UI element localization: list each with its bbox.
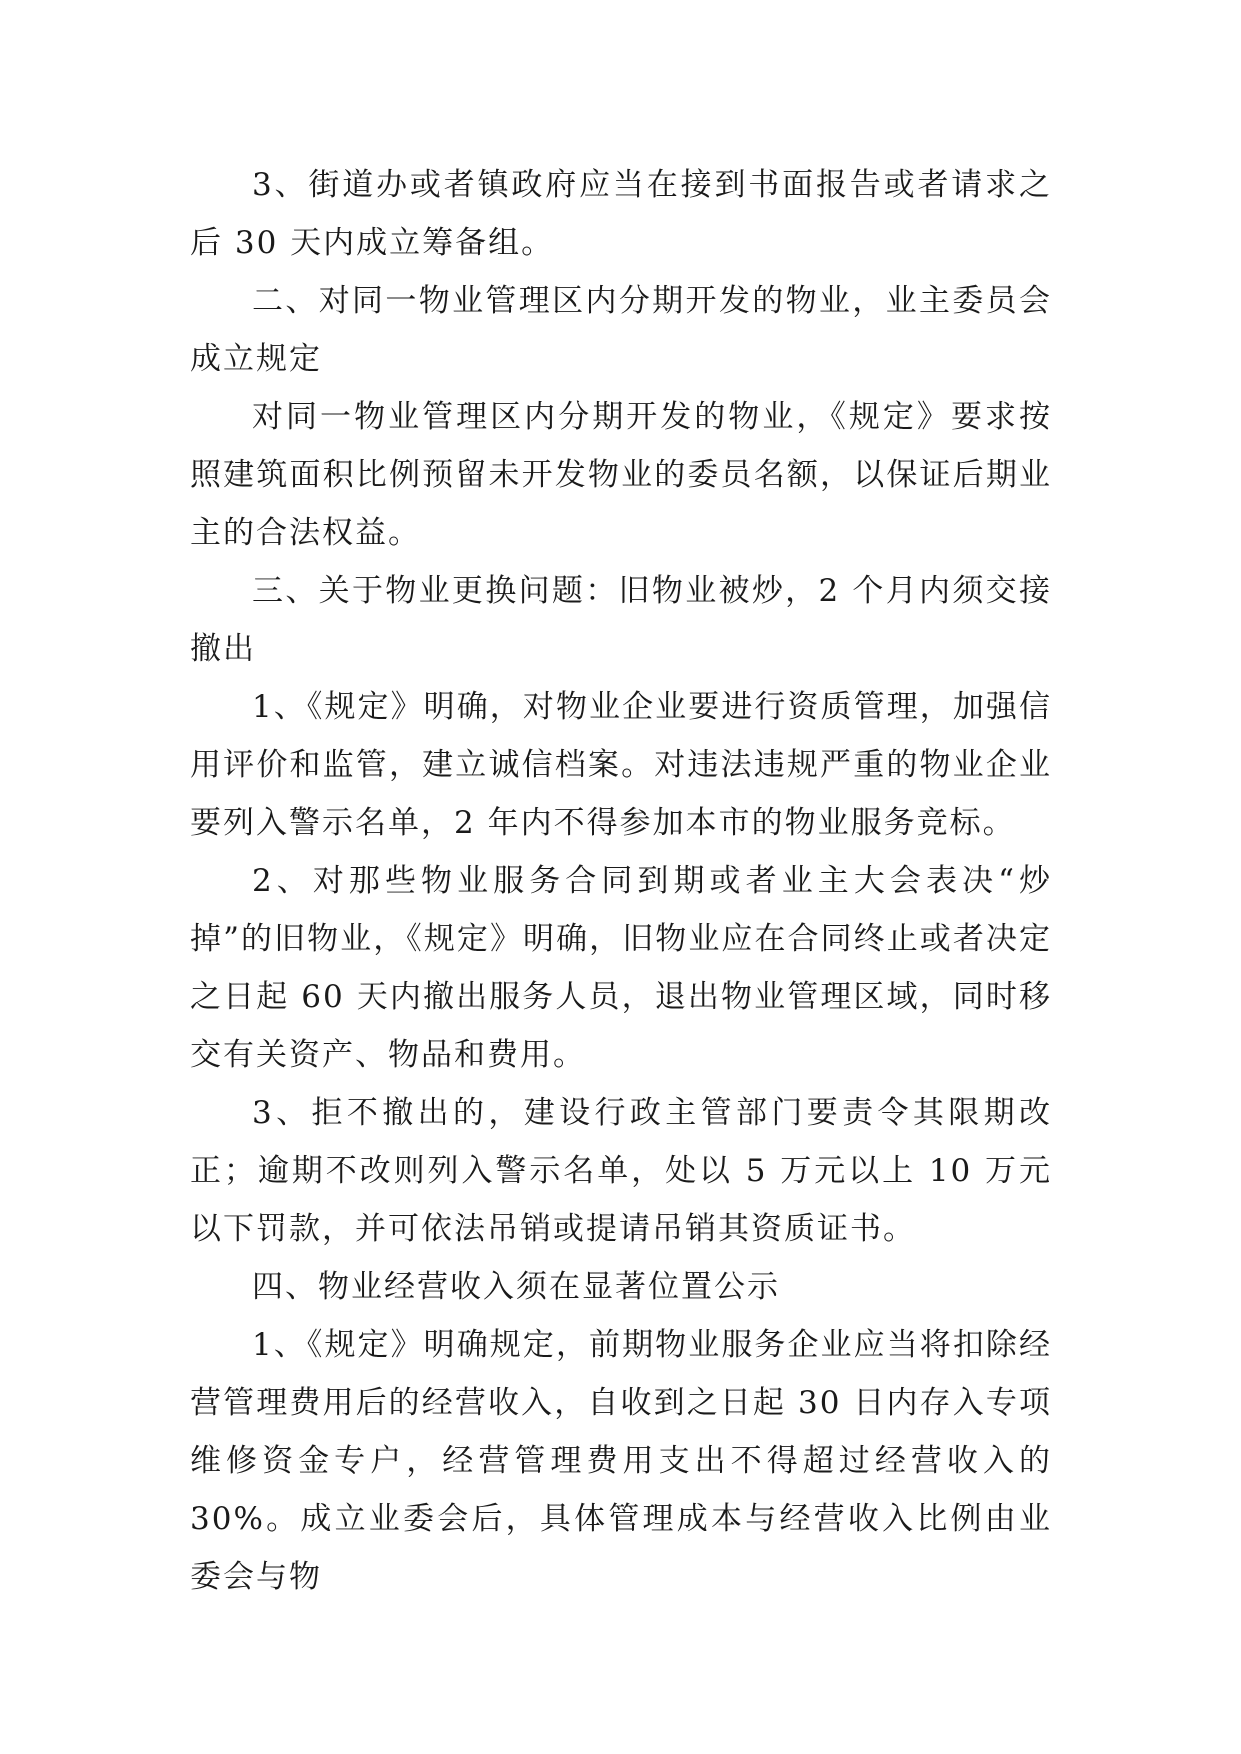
paragraph-street-office-deadline: 3、街道办或者镇政府应当在接到书面报告或者请求之后 30 天内成立筹备组。: [190, 167, 1052, 261]
paragraph-phased-development: 对同一物业管理区内分期开发的物业，《规定》要求按照建筑面积比例预留未开发物业的委员名额，以保证后期业主的合法权益。: [190, 399, 1052, 551]
document-body: [190, 156, 1052, 1606]
heading-phased-development: 二、对同一物业管理区内分期开发的物业，业主委员会成立规定: [190, 283, 1052, 377]
paragraph-income-disclosure: 1、《规定》明确规定，前期物业服务企业应当将扣除经营管理费用后的经营收入，自收到之日起 30 日内存入专项维修资金专户，经营管理费用支出不得超过经营收入的 30%。成立业委会后，具体管理成本与经营收入比例由业委会与物: [190, 1327, 1052, 1595]
paragraph-refusal-penalty: 3、拒不撤出的，建设行政主管部门要责令其限期改正；逾期不改则列入警示名单，处以 5 万元以上 10 万元以下罚款，并可依法吊销或提请吊销其资质证书。: [190, 1095, 1052, 1247]
heading-property-replacement: 三、关于物业更换问题：旧物业被炒，2 个月内须交接撤出: [190, 573, 1052, 667]
paragraph-old-property-withdrawal: 2、对那些物业服务合同到期或者业主大会表决“炒掉”的旧物业，《规定》明确，旧物业应在合同终止或者决定之日起 60 天内撤出服务人员，退出物业管理区域，同时移交有关资产、物品和费用。: [190, 863, 1052, 1073]
heading-income-disclosure: 四、物业经营收入须在显著位置公示: [252, 1269, 780, 1305]
paragraph-qualification-management: 1、《规定》明确，对物业企业要进行资质管理，加强信用评价和监管，建立诚信档案。对违法违规严重的物业企业要列入警示名单，2 年内不得参加本市的物业服务竞标。: [190, 689, 1052, 841]
